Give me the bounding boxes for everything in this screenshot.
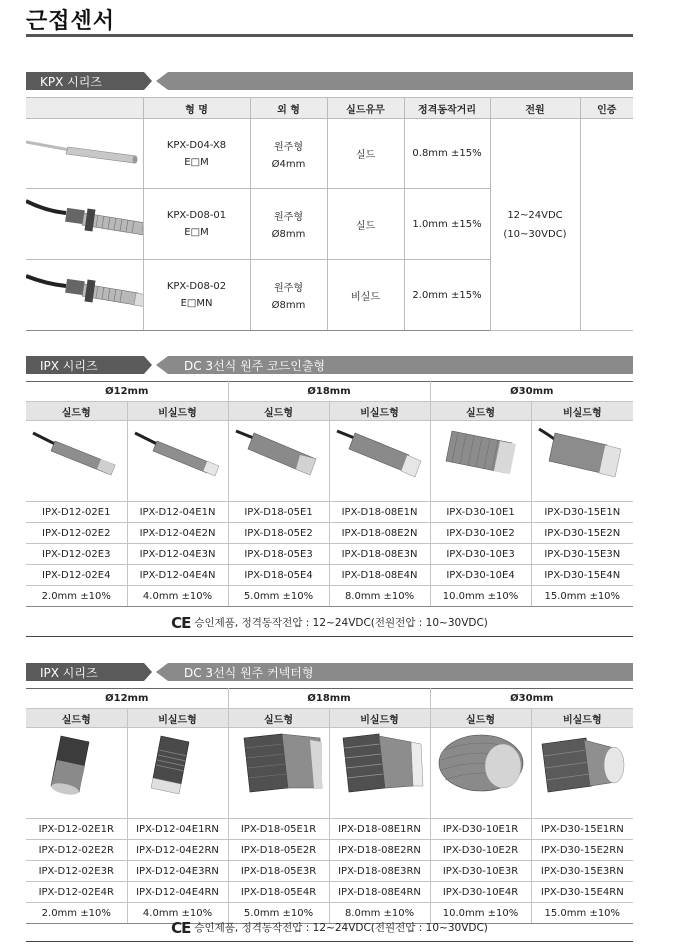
sensor-d30-cord-image <box>436 423 526 479</box>
table-row <box>26 840 633 861</box>
model-cell: IPX-D18-08E1N <box>329 502 430 523</box>
model-cell: IPX-D30-10E1 <box>430 502 531 523</box>
gap-cell <box>26 481 127 502</box>
model-cell: IPX-D30-10E3R <box>430 861 531 882</box>
model-cell: IPX-D18-05E1 <box>228 502 329 523</box>
gap-row <box>26 481 633 502</box>
sensor-d18-cord-image <box>234 423 324 479</box>
kpx-shape-cell <box>250 119 327 189</box>
distance-cell: 4.0mm ±10% <box>127 903 228 924</box>
type-unshielded: 비실드형 <box>127 709 228 728</box>
kpx-header-model: 형 명 <box>143 98 250 119</box>
distance-cell: 10.0mm ±10% <box>430 586 531 607</box>
distance-cell: 5.0mm ±10% <box>228 586 329 607</box>
kpx-header-cert: 인증 <box>580 98 633 119</box>
type-unshielded: 비실드형 <box>531 709 633 728</box>
model-cell: IPX-D12-02E2R <box>26 840 127 861</box>
type-unshielded: 비실드형 <box>127 402 228 421</box>
table-row <box>26 544 633 565</box>
model-cell: IPX-D12-02E4R <box>26 882 127 903</box>
banner-shape <box>26 356 633 374</box>
type-unshielded: 비실드형 <box>531 402 633 421</box>
sensor-d12-connector-image <box>31 730 121 796</box>
gap-cell <box>127 481 228 502</box>
table-row <box>26 819 633 840</box>
kpx-shape-type: 원주형 <box>274 212 303 223</box>
kpx-shape-cell <box>250 189 327 260</box>
kpx-cert-cell <box>580 119 633 331</box>
type-shielded: 실드형 <box>430 402 531 421</box>
kpx-model-suffix: E□M <box>184 227 209 238</box>
sensor-image-cell <box>26 421 127 482</box>
kpx-sensor-image <box>26 189 143 260</box>
model-cell: IPX-D30-15E4N <box>531 565 633 586</box>
sensor-d8-unshielded-image <box>26 262 143 326</box>
type-shielded: 실드형 <box>228 709 329 728</box>
kpx-shield-cell: 비실드 <box>327 260 404 331</box>
type-row <box>26 402 633 421</box>
sensor-image-cell <box>531 421 633 482</box>
ipx-conn-note <box>26 919 633 937</box>
gap-cell <box>329 798 430 819</box>
type-unshielded: 비실드형 <box>329 402 430 421</box>
gap-cell <box>26 798 127 819</box>
kpx-model-cell <box>143 260 250 331</box>
model-cell: IPX-D30-10E2R <box>430 840 531 861</box>
kpx-header-power: 전원 <box>490 98 580 119</box>
sensor-d8-shielded-image <box>26 191 143 255</box>
sensor-image-cell <box>430 728 531 799</box>
ipx-cord-note <box>26 614 633 632</box>
ipx-cord-banner <box>26 356 633 374</box>
model-cell: IPX-D30-15E2RN <box>531 840 633 861</box>
sensor-d4-image <box>26 122 143 182</box>
model-cell: IPX-D18-08E2N <box>329 523 430 544</box>
model-cell: IPX-D12-04E2RN <box>127 840 228 861</box>
model-cell: IPX-D12-02E4 <box>26 565 127 586</box>
ipx-cord-table <box>26 381 633 607</box>
image-row <box>26 728 633 799</box>
model-cell: IPX-D30-15E2N <box>531 523 633 544</box>
table-row <box>26 565 633 586</box>
kpx-header-shield: 실드유무 <box>327 98 404 119</box>
kpx-shape-cell <box>250 260 327 331</box>
section-divider <box>26 941 633 942</box>
gap-cell <box>531 481 633 502</box>
ipx-conn-subtitle: DC 3선식 원주 커넥터형 <box>184 666 314 680</box>
model-cell: IPX-D30-15E4RN <box>531 882 633 903</box>
sensor-image-cell <box>127 728 228 799</box>
ipx-cord-subtitle: DC 3선식 원주 코드인출형 <box>184 359 326 373</box>
gap-cell <box>228 481 329 502</box>
sensor-d12-cord-image <box>31 423 121 479</box>
kpx-power-range: (10~30VDC) <box>503 228 567 240</box>
sensor-image-cell <box>228 728 329 799</box>
ipx-conn-table <box>26 688 633 924</box>
image-row <box>26 421 633 482</box>
model-cell: IPX-D12-04E1RN <box>127 819 228 840</box>
model-cell: IPX-D30-10E4R <box>430 882 531 903</box>
kpx-shape-type: 원주형 <box>274 141 303 153</box>
sensor-image-cell <box>329 421 430 482</box>
kpx-table <box>26 97 633 331</box>
distance-cell: 4.0mm ±10% <box>127 586 228 607</box>
model-cell: IPX-D12-04E3N <box>127 544 228 565</box>
model-cell: IPX-D18-08E4RN <box>329 882 430 903</box>
gap-cell <box>430 481 531 502</box>
table-row <box>26 119 633 189</box>
gap-cell <box>430 798 531 819</box>
distance-cell: 2.0mm ±10% <box>26 903 127 924</box>
kpx-shape-type: 원주형 <box>274 283 303 294</box>
section-divider <box>26 636 633 637</box>
distance-cell: 15.0mm ±10% <box>531 903 633 924</box>
gap-cell <box>228 798 329 819</box>
sensor-image-cell <box>127 421 228 482</box>
kpx-series-label: KPX 시리즈 <box>40 75 102 89</box>
model-cell: IPX-D12-04E1N <box>127 502 228 523</box>
table-row <box>26 523 633 544</box>
table-row <box>26 882 633 903</box>
kpx-shield-cell: 실드 <box>327 189 404 260</box>
sensor-image-cell <box>430 421 531 482</box>
model-cell: IPX-D18-05E1R <box>228 819 329 840</box>
banner-shape <box>26 663 633 681</box>
sensor-d18n-connector-image <box>335 730 425 796</box>
kpx-model-cell <box>143 189 250 260</box>
type-shielded: 실드형 <box>26 402 127 421</box>
sensor-d12n-connector-image <box>133 730 223 796</box>
model-cell: IPX-D30-10E2 <box>430 523 531 544</box>
kpx-shape-diameter: Ø4mm <box>271 158 306 170</box>
kpx-shield-cell: 실드 <box>327 119 404 189</box>
sensor-d18-connector-image <box>234 730 324 796</box>
kpx-header-image <box>26 98 143 119</box>
diameter-30: Ø30mm <box>430 382 633 402</box>
ce-mark-icon: CE <box>171 614 191 632</box>
distance-cell: 10.0mm ±10% <box>430 903 531 924</box>
diameter-row <box>26 689 633 709</box>
model-cell: IPX-D18-08E1RN <box>329 819 430 840</box>
model-cell: IPX-D12-04E4RN <box>127 882 228 903</box>
model-cell: IPX-D18-05E3 <box>228 544 329 565</box>
gap-cell <box>329 481 430 502</box>
sensor-d12n-cord-image <box>133 423 223 479</box>
diameter-12: Ø12mm <box>26 382 228 402</box>
kpx-sensor-image <box>26 119 143 189</box>
kpx-model-suffix: E□M <box>184 156 209 168</box>
distance-row <box>26 586 633 607</box>
model-cell: IPX-D18-05E2 <box>228 523 329 544</box>
sensor-image-cell <box>329 728 430 799</box>
kpx-shape-diameter: Ø8mm <box>271 229 306 240</box>
model-cell: IPX-D12-04E3RN <box>127 861 228 882</box>
model-cell: IPX-D18-05E2R <box>228 840 329 861</box>
model-cell: IPX-D18-08E3N <box>329 544 430 565</box>
model-cell: IPX-D12-02E1R <box>26 819 127 840</box>
ipx-series-label: IPX 시리즈 <box>40 359 98 373</box>
model-cell: IPX-D12-02E2 <box>26 523 127 544</box>
model-cell: IPX-D30-15E3N <box>531 544 633 565</box>
diameter-12: Ø12mm <box>26 689 228 709</box>
model-cell: IPX-D30-10E1R <box>430 819 531 840</box>
model-cell: IPX-D12-02E3R <box>26 861 127 882</box>
model-cell: IPX-D30-10E3 <box>430 544 531 565</box>
kpx-model-name: KPX-D08-02 <box>166 281 227 292</box>
kpx-model-cell <box>143 119 250 189</box>
sensor-d30-connector-image <box>433 730 529 796</box>
kpx-model-suffix: E□MN <box>180 298 213 309</box>
kpx-power-cell <box>490 119 580 331</box>
model-cell: IPX-D30-15E1RN <box>531 819 633 840</box>
model-cell: IPX-D30-15E3RN <box>531 861 633 882</box>
kpx-sensor-image <box>26 260 143 331</box>
kpx-header-shape: 외 형 <box>250 98 327 119</box>
gap-cell <box>127 798 228 819</box>
model-cell: IPX-D30-15E1N <box>531 502 633 523</box>
sensor-d30n-cord-image <box>537 423 627 479</box>
kpx-model-name: KPX-D08-01 <box>166 210 227 221</box>
kpx-power-rated: 12~24VDC <box>507 209 563 221</box>
sensor-d30n-connector-image <box>534 730 630 796</box>
model-cell: IPX-D18-08E3RN <box>329 861 430 882</box>
distance-cell: 5.0mm ±10% <box>228 903 329 924</box>
distance-cell: 15.0mm ±10% <box>531 586 633 607</box>
note-text: 승인제품, 정격동작전압 : 12~24VDC(전원전압 : 10~30VDC) <box>194 617 488 629</box>
distance-cell: 8.0mm ±10% <box>329 586 430 607</box>
type-shielded: 실드형 <box>26 709 127 728</box>
ipx-conn-banner <box>26 663 633 681</box>
diameter-18: Ø18mm <box>228 382 430 402</box>
sensor-d18n-cord-image <box>335 423 425 479</box>
distance-cell: 8.0mm ±10% <box>329 903 430 924</box>
model-cell: IPX-D30-10E4 <box>430 565 531 586</box>
model-cell: IPX-D12-02E1 <box>26 502 127 523</box>
kpx-distance-cell: 1.0mm ±15% <box>404 189 490 260</box>
table-row <box>26 502 633 523</box>
kpx-model-name: KPX-D04-X8 <box>166 139 227 151</box>
kpx-header-distance: 정격동작거리 <box>404 98 490 119</box>
ipx-series-label: IPX 시리즈 <box>40 666 98 680</box>
distance-cell: 2.0mm ±10% <box>26 586 127 607</box>
model-cell: IPX-D18-05E4 <box>228 565 329 586</box>
gap-row <box>26 798 633 819</box>
sensor-image-cell <box>228 421 329 482</box>
kpx-banner <box>26 72 633 90</box>
page-title: 근접센서 <box>26 9 116 34</box>
type-unshielded: 비실드형 <box>329 709 430 728</box>
type-row <box>26 709 633 728</box>
sensor-image-cell <box>531 728 633 799</box>
model-cell: IPX-D18-08E2RN <box>329 840 430 861</box>
kpx-distance-cell: 0.8mm ±15% <box>404 119 490 189</box>
table-row <box>26 861 633 882</box>
model-cell: IPX-D18-05E3R <box>228 861 329 882</box>
type-shielded: 실드형 <box>430 709 531 728</box>
diameter-30: Ø30mm <box>430 689 633 709</box>
kpx-header-row <box>26 98 633 119</box>
title-divider <box>26 34 633 37</box>
model-cell: IPX-D12-02E3 <box>26 544 127 565</box>
diameter-row <box>26 382 633 402</box>
banner-shape <box>26 72 633 90</box>
sensor-image-cell <box>26 728 127 799</box>
diameter-18: Ø18mm <box>228 689 430 709</box>
kpx-shape-diameter: Ø8mm <box>271 300 306 311</box>
gap-cell <box>531 798 633 819</box>
model-cell: IPX-D12-04E4N <box>127 565 228 586</box>
model-cell: IPX-D18-08E4N <box>329 565 430 586</box>
type-shielded: 실드형 <box>228 402 329 421</box>
model-cell: IPX-D18-05E4R <box>228 882 329 903</box>
note-text: 승인제품, 정격동작전압 : 12~24VDC(전원전압 : 10~30VDC) <box>194 922 488 934</box>
ce-mark-icon: CE <box>171 919 191 937</box>
kpx-distance-cell: 2.0mm ±15% <box>404 260 490 331</box>
model-cell: IPX-D12-04E2N <box>127 523 228 544</box>
